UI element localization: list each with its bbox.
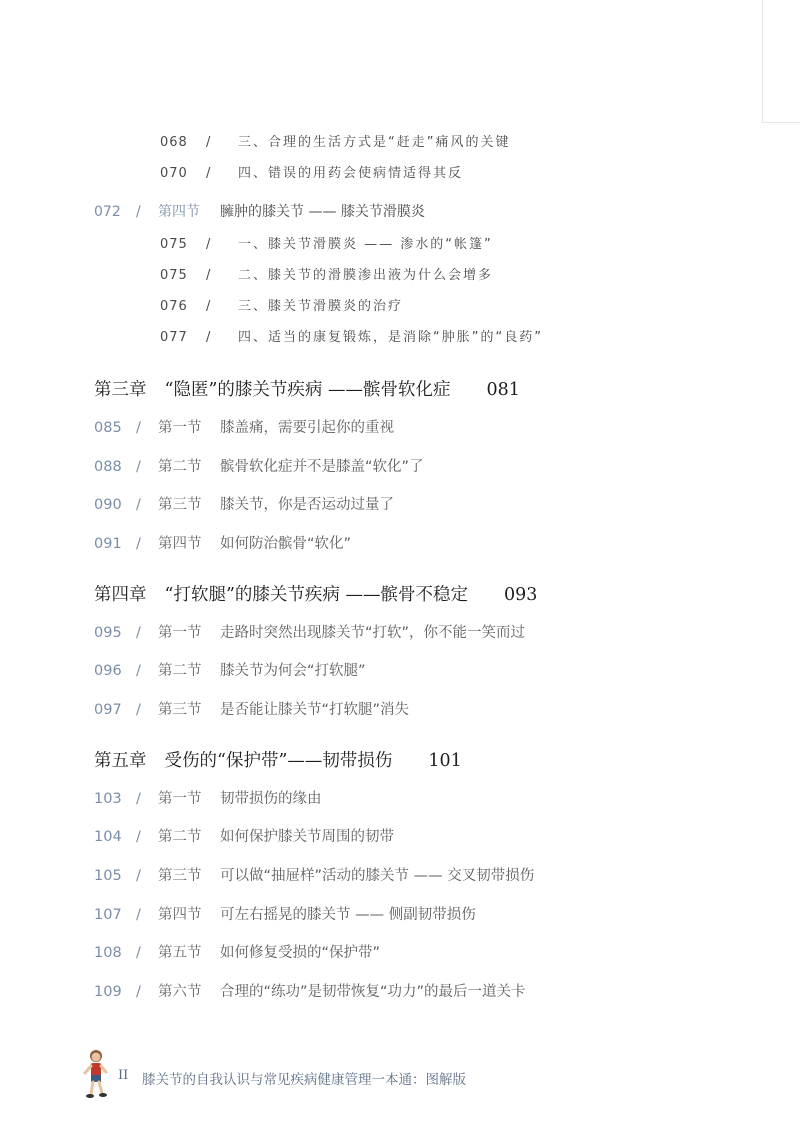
toc-page-number: 103 (94, 791, 122, 807)
section-title: 是否能让膝关节“打软腿”消失 (220, 702, 410, 718)
section-label: 第五节 (158, 945, 202, 961)
toc-section-row[interactable]: 091 / 第四节 如何防治髌骨“软化” (94, 532, 351, 553)
chapter-page: 081 (486, 380, 520, 400)
toc-page-number: 070 (160, 166, 188, 181)
page-number: II (118, 1068, 129, 1083)
section-title: 髌骨软化症并不是膝盖“软化”了 (220, 459, 424, 475)
toc-section-row[interactable]: 096 / 第二节 膝关节为何会“打软腿” (94, 659, 366, 680)
toc-section-row[interactable]: 103 / 第一节 韧带损伤的缘由 (94, 787, 322, 808)
toc-section-row[interactable]: 088 / 第二节 髌骨软化症并不是膝盖“软化”了 (94, 455, 424, 476)
section-label: 第二节 (158, 459, 202, 475)
section-title: 膝关节为何会“打软腿” (220, 663, 366, 679)
section-title: 膝盖痛，需要引起你的重视 (220, 420, 394, 436)
toc-section-row[interactable]: 107 / 第四节 可左右摇晃的膝关节 —— 侧副韧带损伤 (94, 903, 476, 924)
section-title: 如何修复受损的“保护带” (220, 945, 381, 961)
toc-section-row[interactable]: 105 / 第三节 可以做“抽屉样”活动的膝关节 —— 交叉韧带损伤 (94, 864, 534, 885)
toc-section-row[interactable]: 108 / 第五节 如何修复受损的“保护带” (94, 941, 380, 962)
toc-page-number: 088 (94, 459, 122, 475)
toc-section-row[interactable]: 085 / 第一节 膝盖痛，需要引起你的重视 (94, 416, 394, 437)
section-label: 第二节 (158, 829, 202, 845)
toc-page-number: 095 (94, 625, 122, 641)
section-title: 合理的“练功”是韧带恢复“功力”的最后一道关卡 (220, 984, 526, 1000)
toc-page-number: 090 (94, 497, 122, 513)
toc-page-number: 109 (94, 984, 122, 1000)
chapter-heading[interactable] (94, 747, 462, 772)
chapter-heading[interactable] (94, 376, 520, 401)
toc-page-number: 068 (160, 135, 188, 150)
page-corner-mark (762, 0, 800, 123)
section-label: 第四节 (158, 907, 202, 923)
toc-section-row[interactable]: 109 / 第六节 合理的“练功”是韧带恢复“功力”的最后一道关卡 (94, 980, 526, 1001)
toc-page-number: 076 (160, 299, 188, 314)
toc-page-number: 072 (94, 204, 121, 220)
chapter-title: “隐匿”的膝关节疾病 ——髌骨软化症 (164, 380, 451, 400)
section-title: 可以做“抽屉样”活动的膝关节 —— 交叉韧带损伤 (220, 868, 535, 884)
chapter-number: 第三章 (94, 380, 147, 400)
section-title: 可左右摇晃的膝关节 —— 侧副韧带损伤 (220, 907, 476, 923)
section-label: 第三节 (158, 702, 202, 718)
toc-page-number: 077 (160, 330, 188, 345)
section-label: 第二节 (158, 663, 202, 679)
section-label: 第六节 (158, 984, 202, 1000)
toc-section-row[interactable]: 090 / 第三节 膝关节，你是否运动过量了 (94, 493, 394, 514)
toc-subitem-title: 四、适当的康复锻炼，是消除“肿胀”的“良药” (238, 330, 543, 345)
section-label: 第一节 (158, 791, 202, 807)
section-title: 如何防治髌骨“软化” (220, 536, 352, 552)
toc-subitem[interactable]: 070 / 四、错误的用药会使病情适得其反 (160, 162, 463, 181)
toc-section-row[interactable]: 104 / 第二节 如何保护膝关节周围的韧带 (94, 825, 394, 846)
section-title: 走路时突然出现膝关节“打软”，你不能一笑而过 (220, 625, 526, 641)
section-label: 第一节 (158, 420, 202, 436)
toc-page-number: 105 (94, 868, 122, 884)
toc-subitem-title: 四、错误的用药会使病情适得其反 (238, 166, 464, 181)
section-label: 第四节 (158, 204, 200, 220)
toc-page-number: 075 (160, 268, 188, 283)
toc-subitem[interactable]: 075 / 二、膝关节的滑膜渗出液为什么会增多 (160, 264, 493, 283)
toc-page-number: 097 (94, 702, 122, 718)
section-label: 第三节 (158, 868, 202, 884)
chapter-page: 101 (428, 751, 462, 771)
toc-subitem[interactable]: 068 / 三、合理的生活方式是“赶走”痛风的关键 (160, 131, 510, 150)
section-label: 第四节 (158, 536, 202, 552)
toc-section-row[interactable]: 097 / 第三节 是否能让膝关节“打软腿”消失 (94, 698, 409, 719)
toc-page-number: 085 (94, 420, 122, 436)
toc-page-number: 108 (94, 945, 122, 961)
section-title: 膝关节，你是否运动过量了 (220, 497, 394, 513)
section-title: 臃肿的膝关节 —— 膝关节滑膜炎 (220, 204, 425, 220)
toc-page-number: 091 (94, 536, 122, 552)
book-title: 膝关节的自我认识与常见疾病健康管理一本通：图解版 (142, 1072, 466, 1088)
toc-page-number: 104 (94, 829, 122, 845)
section-label: 第一节 (158, 625, 202, 641)
page-footer (80, 1048, 540, 1104)
toc-page-number: 075 (160, 237, 188, 252)
toc-section-row[interactable]: 072 / 第四节 臃肿的膝关节 —— 膝关节滑膜炎 (94, 201, 425, 221)
toc-subitem-title: 一、膝关节滑膜炎 —— 渗水的“帐篷” (238, 237, 493, 252)
chapter-title: 受伤的“保护带”——韧带损伤 (164, 751, 393, 771)
section-title: 如何保护膝关节周围的韧带 (220, 829, 394, 845)
toc-page-number: 107 (94, 907, 122, 923)
chapter-heading[interactable] (94, 581, 537, 606)
toc-subitem-title: 二、膝关节的滑膜渗出液为什么会增多 (238, 268, 494, 283)
running-figure-icon (80, 1048, 112, 1100)
chapter-number: 第四章 (94, 585, 147, 605)
chapter-number: 第五章 (94, 751, 147, 771)
toc-subitem-title: 三、膝关节滑膜炎的治疗 (238, 299, 404, 314)
section-label: 第三节 (158, 497, 202, 513)
toc-subitem[interactable]: 075 / 一、膝关节滑膜炎 —— 渗水的“帐篷” (160, 233, 493, 252)
chapter-page: 093 (503, 585, 538, 605)
toc-section-row[interactable]: 095 / 第一节 走路时突然出现膝关节“打软”，你不能一笑而过 (94, 621, 525, 642)
section-title: 韧带损伤的缘由 (220, 791, 322, 807)
chapter-title: “打软腿”的膝关节疾病 ——髌骨不稳定 (164, 585, 468, 605)
toc-subitem-title: 三、合理的生活方式是“赶走”痛风的关键 (238, 135, 511, 150)
toc-subitem[interactable]: 077 / 四、适当的康复锻炼，是消除“肿胀”的“良药” (160, 326, 543, 345)
toc-subitem[interactable]: 076 / 三、膝关节滑膜炎的治疗 (160, 295, 403, 314)
toc-page-number: 096 (94, 663, 122, 679)
